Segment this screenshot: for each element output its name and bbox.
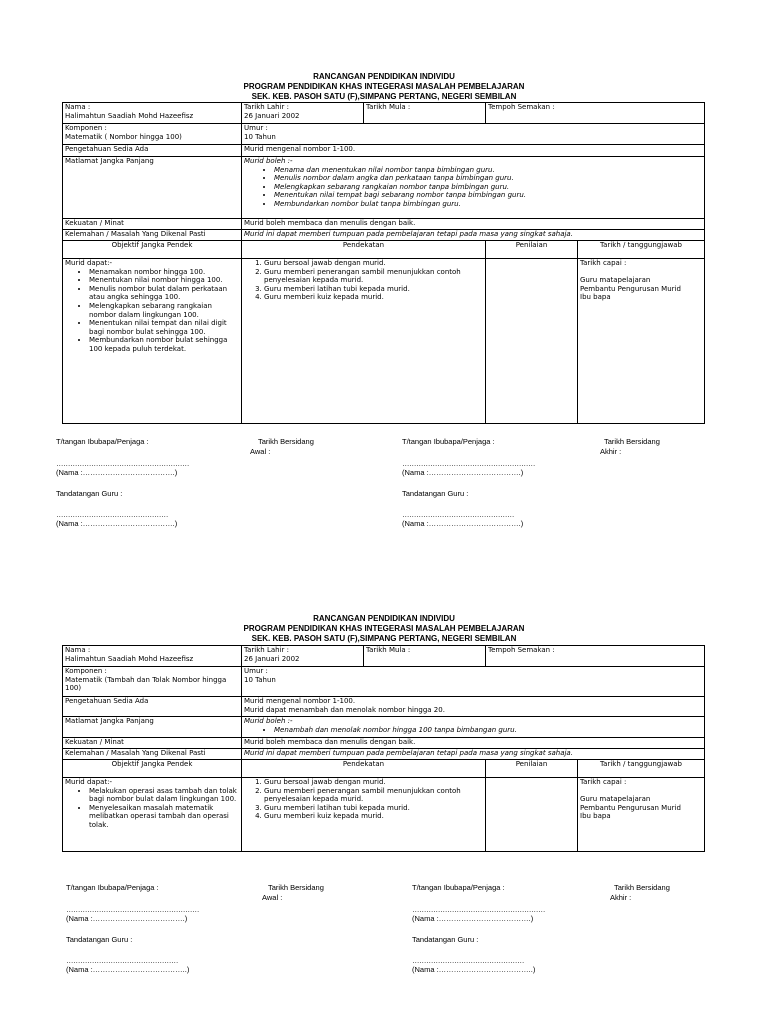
umur-cell (242, 667, 705, 697)
nama-signature-line: (Nama :……………………………….) (402, 519, 524, 528)
matlamat-list (244, 166, 702, 209)
col-objektif-header: Objektif Jangka Pendek (63, 241, 242, 259)
program-title: PROGRAM PENDIDIKAN KHAS INTEGERASI MASALAH PEMBELAJARAN (243, 82, 525, 91)
kelemahan-value: Murid ini dapat memberi tumpuan pada pembelajaran tetapi pada masa yang singkat sahaja. (242, 230, 705, 241)
tarikh-lahir-value: 26 Januari 2002 (244, 111, 300, 120)
form-1-table (62, 102, 705, 424)
tanggungjawab-line: Guru matapelajaran (580, 276, 651, 285)
komponen-cell (63, 124, 242, 145)
objektif-list (65, 787, 239, 830)
nama-label: Nama : (65, 646, 91, 654)
list-item: • Melengkapkan sebarang rangkaian nombor dalam lingkungan 100. (89, 302, 239, 319)
tarikh-mula-label: Tarikh Mula : (366, 646, 411, 654)
pengetahuan-value (242, 697, 705, 717)
tarikh-bersidang-label: Tarikh Bersidang (268, 883, 324, 892)
pendekatan-cell (242, 259, 486, 424)
nama-signature-line: (Nama :……………………………….) (412, 914, 534, 923)
list-item: • Menentukan nilai tempat dan nilai digit bagi nombor bulat sehingga 100. (89, 319, 239, 336)
tanggungjawab-line: Ibu bapa (580, 812, 611, 821)
tandatangan-guru-label: Tandatangan Guru : (56, 489, 123, 498)
list-item: 2. Guru memberi penerangan sambil menunjukkan contoh penyelesaian kepada murid. (264, 787, 483, 804)
list-item: • Menama dan menentukan nilai nombor tanpa bimbingan guru. (274, 166, 702, 175)
penilaian-cell (486, 778, 578, 852)
form-2-header (0, 614, 768, 644)
tanggungjawab-line: Pembantu Pengurusan Murid (580, 284, 681, 293)
pengetahuan-line: Murid mengenal nombor 1-100. (244, 697, 356, 705)
nama-cell (63, 103, 242, 124)
list-item: 1. Guru bersoal jawab dengan murid. (264, 259, 483, 268)
komponen-label: Komponen : (65, 124, 107, 132)
pengetahuan-label: Pengetahuan Sedia Ada (63, 145, 242, 157)
nama-value: Halimahtun Saadiah Mohd Hazeefisz (65, 654, 194, 663)
nama-label: Nama : (65, 103, 91, 111)
list-item: 2. Guru memberi penerangan sambil menunjukkan contoh penyelesaian kepada murid. (264, 268, 483, 285)
umur-label: Umur : (244, 667, 268, 675)
umur-cell (242, 124, 705, 145)
objektif-list (65, 268, 239, 354)
kekuatan-label: Kekuatan / Minat (63, 219, 242, 230)
objektif-cell (63, 259, 242, 424)
list-item: 4. Guru memberi kuiz kepada murid. (264, 812, 483, 821)
list-item: • Menulis nombor dalam angka dan perkataan tanpa bimbingan guru. (274, 174, 702, 183)
col-pendekatan-header: Pendekatan (242, 760, 486, 778)
ttangan-ibubapa-label: T/tangan Ibubapa/Penjaga : (402, 437, 495, 446)
col-penilaian-header: Penilaian (486, 760, 578, 778)
awal-label: Awal : (262, 893, 283, 902)
list-item: • Menentukan nilai tempat bagi sebarang nombor tanpa bimbingan guru. (274, 191, 702, 200)
pendekatan-list (244, 778, 483, 821)
form-1-header (0, 72, 768, 102)
tanggungjawab-cell (578, 259, 705, 424)
tarikh-mula-label: Tarikh Mula : (366, 103, 411, 111)
signature-line: ………………………………………………… (402, 459, 535, 468)
tanggungjawab-line: Ibu bapa (580, 293, 611, 302)
tanggungjawab-line: Pembantu Pengurusan Murid (580, 803, 681, 812)
school-name: SEK. KEB. PASOH SATU (F),SIMPANG PERTANG, NEGERI SEMBILAN (251, 634, 517, 643)
signature-line: ………………………………………………… (412, 905, 545, 914)
signature-line: ………………………………………… (402, 510, 514, 519)
pendekatan-list (244, 259, 483, 302)
pengetahuan-label: Pengetahuan Sedia Ada (63, 697, 242, 717)
matlamat-value (242, 157, 705, 219)
kekuatan-value: Murid boleh membaca dan menulis dengan baik. (242, 738, 705, 749)
tandatangan-guru-label: Tandatangan Guru : (402, 489, 469, 498)
tarikh-bersidang-label: Tarikh Bersidang (604, 437, 660, 446)
list-item: • Menyelesaikan masalah matematik melibatkan operasi tambah dan operasi tolak. (89, 804, 239, 830)
ttangan-ibubapa-label: T/tangan Ibubapa/Penjaga : (56, 437, 149, 446)
matlamat-value (242, 717, 705, 738)
kelemahan-value: Murid ini dapat memberi tumpuan pada pembelajaran tetapi pada masa yang singkat sahaja. (242, 749, 705, 760)
nama-cell (63, 646, 242, 667)
komponen-value: Matematik ( Nombor hingga 100) (65, 132, 182, 141)
nama-signature-line: (Nama :……………………………….) (56, 468, 178, 477)
form-2-table (62, 645, 705, 852)
nama-value: Halimahtun Saadiah Mohd Hazeefisz (65, 111, 194, 120)
awal-label: Awal : (250, 447, 271, 456)
tandatangan-guru-label: Tandatangan Guru : (412, 935, 479, 944)
akhir-label: Akhir : (600, 447, 622, 456)
ttangan-ibubapa-label: T/tangan Ibubapa/Penjaga : (66, 883, 159, 892)
list-item: 3. Guru memberi latihan tubi kepada murid. (264, 804, 483, 813)
pengetahuan-value (242, 145, 705, 157)
pengetahuan-line: Murid dapat menambah dan menolak nombor hingga 20. (244, 705, 445, 714)
tarikh-capai-label: Tarikh capai : (580, 259, 627, 267)
umur-value: 10 Tahun (244, 675, 276, 684)
form-title: RANCANGAN PENDIDIKAN INDIVIDU (313, 614, 455, 623)
tandatangan-guru-label: Tandatangan Guru : (66, 935, 133, 944)
akhir-label: Akhir : (610, 893, 632, 902)
objektif-intro: Murid dapat:- (65, 259, 113, 267)
col-pendekatan-header: Pendekatan (242, 241, 486, 259)
tempoh-semakan-cell (486, 103, 705, 124)
kelemahan-label: Kelemahan / Masalah Yang Dikenal Pasti (63, 230, 242, 241)
signature-line: ………………………………………………… (56, 459, 189, 468)
objektif-intro: Murid dapat:- (65, 778, 113, 786)
nama-signature-line: (Nama :……………………………….) (402, 468, 524, 477)
nama-signature-line: (Nama :……………………………….) (66, 914, 188, 923)
matlamat-label: Matlamat Jangka Panjang (63, 157, 242, 219)
list-item: • Melakukan operasi asas tambah dan tolak bagi nombor bulat dalam lingkungan 100. (89, 787, 239, 804)
col-tarikh-header: Tarikh / tanggungjawab (578, 760, 705, 778)
signature-line: ………………………………………… (56, 510, 168, 519)
tempoh-semakan-label: Tempoh Semakan : (488, 646, 555, 654)
list-item: 1. Guru bersoal jawab dengan murid. (264, 778, 483, 787)
tarikh-mula-cell (364, 103, 486, 124)
list-item: 4. Guru memberi kuiz kepada murid. (264, 293, 483, 302)
nama-signature-line: (Nama :………………………………..) (412, 965, 536, 974)
tarikh-capai-label: Tarikh capai : (580, 778, 627, 786)
matlamat-list (244, 726, 702, 735)
col-tarikh-header: Tarikh / tanggungjawab (578, 241, 705, 259)
list-item: • Menentukan nilai nombor hingga 100. (89, 276, 239, 285)
tarikh-mula-cell (364, 646, 486, 667)
nama-signature-line: (Nama :……………………………….) (56, 519, 178, 528)
tarikh-bersidang-label: Tarikh Bersidang (258, 437, 314, 446)
matlamat-intro: Murid boleh :- (244, 717, 293, 725)
komponen-cell (63, 667, 242, 697)
matlamat-intro: Murid boleh :- (244, 157, 293, 165)
kekuatan-label: Kekuatan / Minat (63, 738, 242, 749)
tempoh-semakan-cell (486, 646, 705, 667)
kekuatan-value: Murid boleh membaca dan menulis dengan baik. (242, 219, 705, 230)
col-objektif-header: Objektif Jangka Pendek (63, 760, 242, 778)
tarikh-lahir-cell (242, 103, 364, 124)
list-item: • Menamakan nombor hingga 100. (89, 268, 239, 277)
tarikh-lahir-cell (242, 646, 364, 667)
list-item: • Menambah dan menolak nombor hingga 100 tanpa bimbangan guru. (274, 726, 702, 735)
penilaian-cell (486, 259, 578, 424)
program-title: PROGRAM PENDIDIKAN KHAS INTEGERASI MASALAH PEMBELAJARAN (243, 624, 525, 633)
komponen-value: Matematik (Tambah dan Tolak Nombor hingga 100) (65, 675, 227, 693)
tarikh-lahir-label: Tarikh Lahir : (244, 646, 289, 654)
tempoh-semakan-label: Tempoh Semakan : (488, 103, 555, 111)
tanggungjawab-line: Guru matapelajaran (580, 795, 651, 804)
tanggungjawab-cell (578, 778, 705, 852)
signature-line: ………………………………………… (412, 956, 524, 965)
tarikh-lahir-value: 26 Januari 2002 (244, 654, 300, 663)
col-penilaian-header: Penilaian (486, 241, 578, 259)
ttangan-ibubapa-label: T/tangan Ibubapa/Penjaga : (412, 883, 505, 892)
list-item: • Menulis nombor bulat dalam perkataan atau angka sehingga 100. (89, 285, 239, 302)
tarikh-lahir-label: Tarikh Lahir : (244, 103, 289, 111)
nama-signature-line: (Nama :………………………………..) (66, 965, 190, 974)
signature-line: ………………………………………… (66, 956, 178, 965)
tarikh-bersidang-label: Tarikh Bersidang (614, 883, 670, 892)
form-title: RANCANGAN PENDIDIKAN INDIVIDU (313, 72, 455, 81)
komponen-label: Komponen : (65, 667, 107, 675)
umur-label: Umur : (244, 124, 268, 132)
matlamat-label: Matlamat Jangka Panjang (63, 717, 242, 738)
list-item: • Membundarkan nombor bulat sehingga 100 kepada puluh terdekat. (89, 336, 239, 353)
umur-value: 10 Tahun (244, 132, 276, 141)
list-item: 3. Guru memberi latihan tubi kepada murid. (264, 285, 483, 294)
objektif-cell (63, 778, 242, 852)
kelemahan-label: Kelemahan / Masalah Yang Dikenal Pasti (63, 749, 242, 760)
list-item: • Membundarkan nombor bulat tanpa bimbingan guru. (274, 200, 702, 209)
school-name: SEK. KEB. PASOH SATU (F),SIMPANG PERTANG, NEGERI SEMBILAN (251, 92, 517, 101)
pengetahuan-line: Murid mengenal nombor 1-100. (244, 145, 356, 153)
signature-line: ………………………………………………… (66, 905, 199, 914)
pendekatan-cell (242, 778, 486, 852)
list-item: • Melengkapkan sebarang rangkaian nombor tanpa bimbingan guru. (274, 183, 702, 192)
